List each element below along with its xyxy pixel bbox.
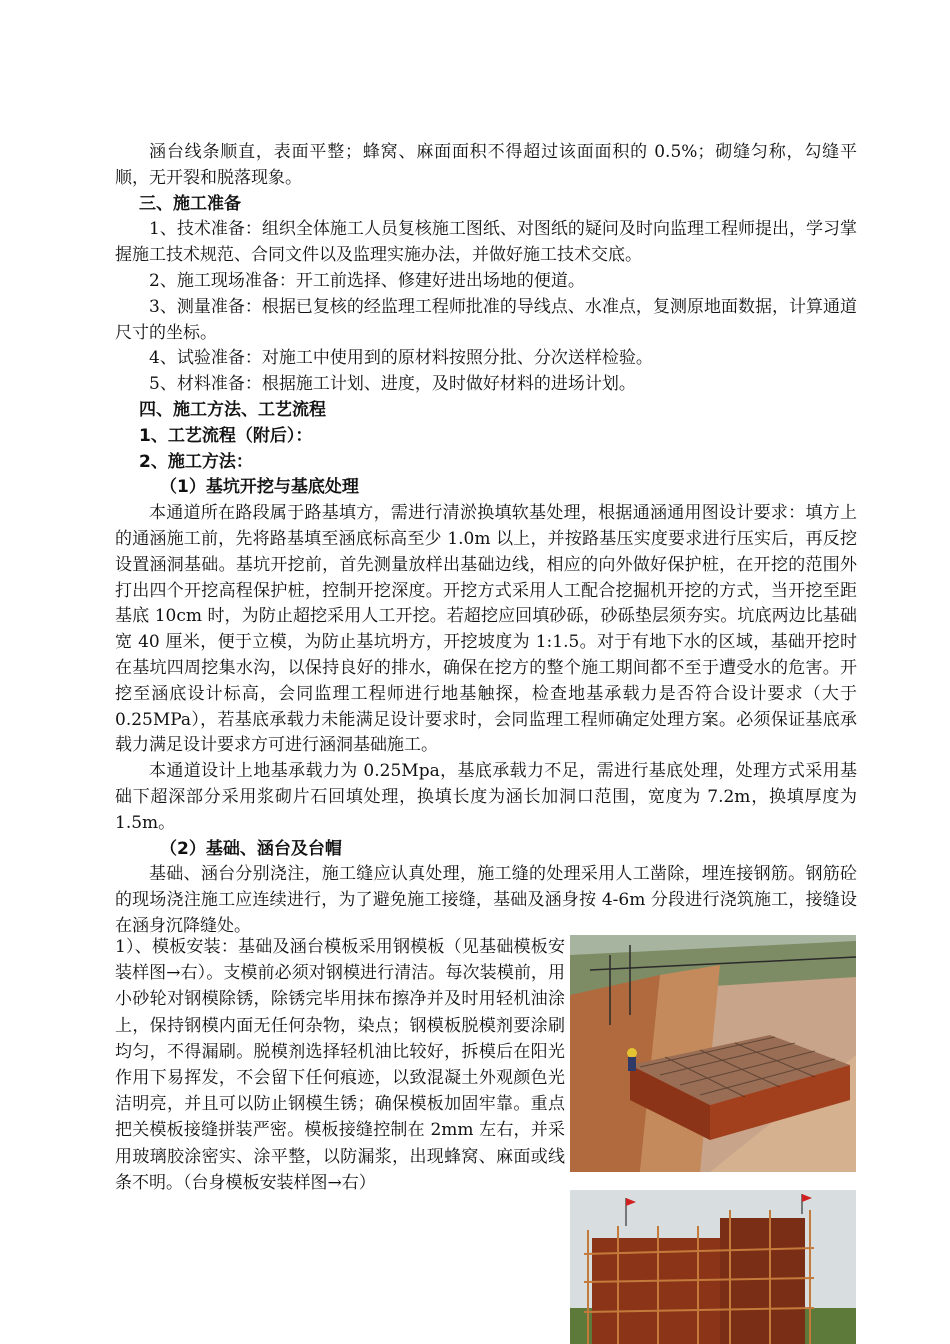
abutment-formwork-photo [570, 1190, 856, 1344]
excavation-subheading: （1）基坑开挖与基底处理 [160, 477, 359, 498]
abutment-formwork-illustration [570, 1190, 856, 1344]
foundation-formwork-illustration [570, 935, 856, 1172]
foundation-subheading: （2）基础、涵台及台帽 [160, 838, 342, 859]
site-prep-paragraph: 2、施工现场准备：开工前选择、修建好进出场地的便道。 [149, 270, 585, 291]
test-prep-paragraph: 4、试验准备：对施工中使用到的原材料按照分批、分次送样检验。 [149, 348, 653, 369]
section-heading-construction-prep: 三、施工准备 [139, 193, 241, 214]
material-prep-paragraph: 5、材料准备：根据施工计划、进度，及时做好材料的进场计划。 [149, 374, 636, 395]
construction-method-heading: 2、施工方法： [139, 451, 253, 472]
survey-prep-paragraph: 3、测量准备：根据已复核的经监理工程师批准的导线点、水准点，复测原地面数据，计算通道尺寸的坐标。 [115, 296, 857, 343]
document-body [115, 140, 857, 940]
foundation-paragraph: 基础、涵台分别浇注，施工缝应认真处理，施工缝的处理采用人工凿除，埋连接钢筋。钢筋砼的现场浇注施工应连续进行，为了避免施工接缝，基础及涵身按 4-6m 分段进行浇筑施工，接缝设在涵身沉降缝处。 [115, 864, 857, 936]
quality-paragraph: 涵台线条顺直，表面平整；蜂窝、麻面面积不得超过该面面积的 0.5%；砌缝匀称，勾缝平顺，无开裂和脱落现象。 [115, 142, 857, 188]
excavation-paragraph: 本通道所在路段属于路基填方，需进行清淤换填软基处理，根据通涵通用图设计要求：填方上的通涵施工前，先将路基填至涵底标高至少 1.0m 以上，并按路基压实度要求进行压实后，再反挖设置涵洞基础。基坑开挖前，首先测量放样出基础边线，相应的向外做好保护桩，在开挖的范围外打出四个开挖高程保护桩，控制开挖深度。开挖方式采用人工配合挖掘机开挖的方式，当开挖至距基底 10cm 时，为防止超挖采用人工开挖。若超挖应回填砂砾，砂砾垫层须夯实。坑底两边比基础宽 40 厘米，便于立模，为防止基坑坍方，开挖坡度为 1:1.5。对于有地下水的区域，基础开挖时在基坑四周挖集水沟，以保持良好的排水，确保在挖方的整个施工期间都不至于遭受水的危害。开挖至涵底设计标高，会同监理工程师进行地基触探，检查地基承载力是否符合设计要求（大于 0.25MPa），若基底承载力未能满足设计要求时，会同监理工程师确定处理方案。必须保证基底承载力满足设计要求方可进行涵洞基础施工。 [115, 503, 857, 756]
tech-prep-paragraph: 1、技术准备：组织全体施工人员复核施工图纸、对图纸的疑问及时向监理工程师提出，学习掌握施工技术规范、合同文件以及监理实施办法，并做好施工技术交底。 [115, 219, 857, 266]
process-flow-heading: 1、工艺流程（附后）： [139, 425, 313, 446]
bearing-capacity-paragraph: 本通道设计上地基承载力为 0.25Mpa，基底承载力不足，需进行基底处理，处理方式采用基础下超深部分采用浆砌片石回填处理，换填长度为涵长加洞口范围，宽度为 7.2m，换填厚度为 1.5m。 [115, 761, 857, 833]
section-heading-methods: 四、施工方法、工艺流程 [139, 399, 326, 420]
formwork-paragraph: 1）、模板安装：基础及涵台模板采用钢模板（见基础模板安装样图→右）。支模前必须对钢模进行清洁。每次装模前，用小砂轮对钢模除锈，除锈完毕用抹布擦净并及时用轻机油涂上，保持钢模内面无任何杂物，染点；钢模板脱模剂要涂刷均匀，不得漏刷。脱模剂选择轻机油比较好，拆模后在阳光作用下易挥发，不会留下任何痕迹，以致混凝土外观颜色光洁明亮，并且可以防止钢模生锈；确保模板加固牢靠。重点把关模板接缝拼装严密。模板接缝控制在 2mm 左右，并采用玻璃胶涂密实、涂平整，以防漏浆，出现蜂窝、麻面或线条不明。（台身模板安装样图→右） [115, 937, 565, 1193]
foundation-formwork-photo [570, 935, 856, 1172]
